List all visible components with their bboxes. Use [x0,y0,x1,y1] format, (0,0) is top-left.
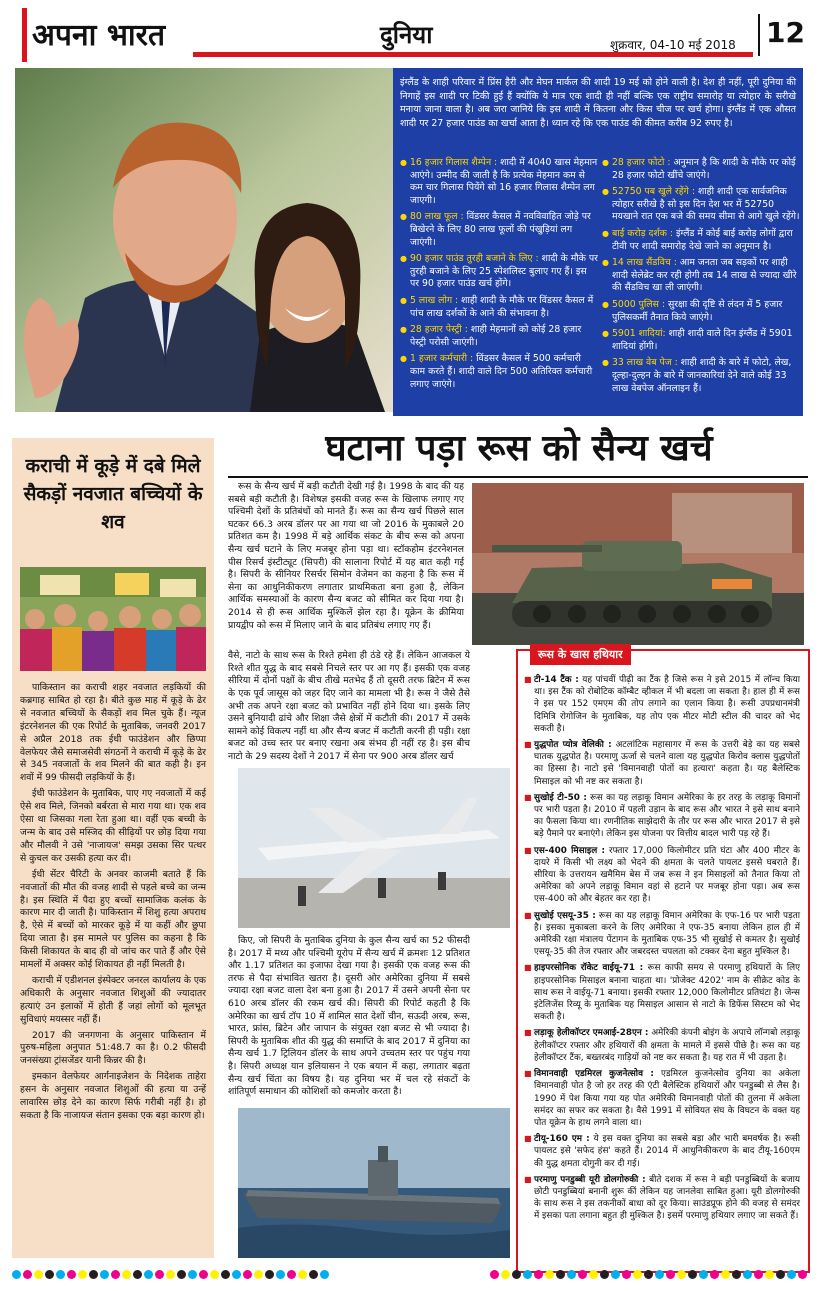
fact-item [602,157,800,182]
registration-dot [798,1270,807,1279]
registration-dot [254,1270,263,1279]
russia-headline: घटाना पड़ा रूस को सैन्य खर्च [325,428,713,469]
page-number: 12 [766,16,805,49]
section-title: दुनिया [380,21,433,49]
fact-item [400,324,598,349]
registration-dot [490,1270,499,1279]
karachi-paragraph: 2017 की जनगणना के अनुसार पाकिस्तान में पुरुष-महिला अनुपात 51:48.7 का है। 0.2 फीसदी जनसंख्या ट्रांसजेंडर यानी किन्नर की है। [20,1029,206,1067]
fact-text: शादी में 4040 खास मेहमान आएंगे। उम्मीद की जाती है कि प्रत्येक मेहमान कम से कम चार गिलास पियेंगे सो 16 हजार गिलास शैम्पेन लग जाएगी। [410,157,598,206]
registration-dot [56,1270,65,1279]
fact-text: आम जनता जब सड़कों पर शाही शादी सेलेब्रेट कर रही होगी तब 14 लाख से ज्यादा खीरे की सैंडविच खा ली जाएंगी। [612,257,797,294]
fact-key: 90 हजार पाउंड तुरही बजाने के लिए : [410,253,539,265]
registration-dot [534,1270,543,1279]
page-number-divider [758,14,760,56]
russia-body-part-3 [228,935,470,1101]
registration-dot [710,1270,719,1279]
fact-key: 5 लाख लोग : [410,294,459,306]
karachi-paragraph: कराची में एडीशनल इंस्पेक्टर जनरल कार्यालय के एक अधिकारी के अनुसार नवजात शिशुओं की ज्यादातर हत्याएं उन इलाकों में होती हैं जहां लोगों को मूलभूत सुविधाएं मयस्सर नहीं हैं। [20,974,206,1025]
registration-dot [188,1270,197,1279]
registration-dot [221,1270,230,1279]
aircraft-carrier-illustration [238,1108,510,1258]
russia-paragraph: किए, जो सिपरी के मुताबिक दुनिया के कुल सैन्य खर्च का 52 फीसदी है। 2017 में मध्य और पश्चिमी यूरोप में सैन्य खर्च में क्रमशः 12 प्रतिशत और 1.17 प्रतिशत का इजाफा देखा गया है। इसकी एक वजह रूस की तरफ से पैदा संभावित खतरा है। दूसरी ओर अमेरिका दुनिया में सबसे ज्यादा रक्षा बजट वाला देश बना हुआ है। 2017 में उसने अपनी सेना पर 610 अरब डॉलर की रकम खर्च की। सिपरी की रिपोर्ट कहती है कि अमेरिका का खर्च टॉप 10 में शामिल सात देशों चीन, सऊदी अरब, रूस, भारत, फ्रांस, ब्रिटेन और जापान के संयुक्त रक्षा बजट से भी ज्यादा है। सिपरी के मुताबिक शीत की युद्ध की समाप्ति के बाद 2017 में दुनिया का सैन्य खर्च 1.7 ट्रिलियन डॉलर के साथ अपने उच्चतम स्तर पर पहुंच गया है। सिपरी अध्यक्ष यान इलियासन ने एक बयान में कहा, लगातार बढ़ता सैन्य खर्च चिंता का विषय है। यह दुनिया भर में चल रहे संकटों के शांतिपूर्ण समाधान की कोशिशों को कमजोर करता है। [228,935,470,1098]
registration-dot [287,1270,296,1279]
karachi-paragraph: इमकान वेलफेयर आर्गनाइजेशन के निदेशक ताहेरा हसन के अनुसार नवजात शिशुओं की हत्या या उन्हें लावारिस छोड़ देने का कारण सिर्फ गरीबी नहीं है। हो सकता है कि नाजायज संतान इसका एक बड़ा कारण हो। [20,1071,206,1121]
registration-dot [589,1270,598,1279]
registration-dot [144,1270,153,1279]
fact-text: शाही शादी वाले दिन इंग्लैंड में 5901 शादियां होंगी। [612,328,793,352]
russia-paragraph: वैसे, नाटो के साथ रूस के रिश्ते हमेशा ही ठंडे रहे हैं। लेकिन आजकल ये रिश्ते शीत युद्ध के बाद सबसे निचले स्तर पर आ गए हैं। इसकी एक वजह सीरिया में दोनों पक्षों के बीच तीखे मतभेद हैं तो दूसरी तरफ ब्रिटेन में रूस के एक पूर्व जासूस को जहर दिए जाने का मामला भी है। रूस ने जैसे तैसे अभी तक अपने रक्षा बजट को प्रभावित नहीं होने दिया था। इसके लिए उसने बुनियादी ढांचे और शिक्षा जैसे क्षेत्रों में कटौती की। 2017 में उसके सामने कोई विकल्प नहीं था और सैन्य बजट में कटौती करनी ही पड़ी। रक्षा बजट को उच्च स्तर पर बनाए रखना अब संभव ही नहीं रह है। इस बीच नाटो के 29 सदस्य देशों ने 2017 में सेना पर 900 अरब डॉलर खर्च [228,650,470,762]
fact-key: हाइपरसोनिक रॉकेट वाईयू-71 : [534,963,644,974]
fact-item [602,257,800,295]
fact-item [400,295,598,320]
registration-dot [243,1270,252,1279]
registration-dot [787,1270,796,1279]
fact-key: 28 हजार फोटो : [612,157,671,168]
registration-dot [23,1270,32,1279]
registration-dot [699,1270,708,1279]
registration-dot [155,1270,164,1279]
fact-text: शाही शादी के बारे में फोटो, लेख, दूल्हा-दुल्हन के बारे में जानकारियां देने वाले कोई 33 लाख वेबपेज ऑनलाइन हैं। [612,357,792,394]
registration-dot [743,1270,752,1279]
fact-key: विमानवाही एडमिरल कुजनेत्सोव : [534,1069,654,1080]
fact-item [524,1068,800,1129]
registration-dot [122,1270,131,1279]
registration-dot [34,1270,43,1279]
royal-couple-illustration [15,68,393,412]
fact-text: शादी के मौके पर तुरही बजाने के लिए 25 स्पेशलिस्ट बुलाए गए हैं। इस पर 90 हजार पाउंड खर्च होंगे। [410,253,598,290]
fact-text: रूस का यह लड़ाकू विमान अमेरिका के हर तरह के लड़ाकू विमानों पर भारी पड़ता है। 2010 में पहली उड़ान के बाद रूस और भारत ने इसे साथ बनाने का फैसला किया था। रणनीतिक साझेदारी के तौर पर रूस और भारत 2017 से इसे बड़े पैमाने पर बनाएंगे। लेकिन इस योजना पर वित्तीय बादल भारी पड़ रहे हैं। [534,792,800,840]
fact-text: अटलांटिक महासागर में रूस के उत्तरी बेड़े का यह सबसे घातक युद्धपोत है। परमाणु ऊर्जा से चलने वाला यह युद्धपोत किरोव क्लास युद्धपोतों का हिस्सा है। नाटो इसे 'विमानवाही पोतों का हत्यारा' कहता है। यह बैलेस्टिक मिसाइल को भी नष्ट कर सकता है। [534,740,800,787]
fact-item [400,353,598,391]
fact-item [602,186,800,224]
royal-couple-photo [15,68,393,412]
fact-item [602,299,800,324]
wedding-intro-text: इंग्लैंड के शाही परिवार में प्रिंस हैरी और मेघन मार्कल की शादी 19 मई को होने वाली है। देश ही नहीं, पूरी दुनिया की निगाहें इस शादी पर टिकी हुई हैं क्योंकि ये मात्र एक शादी ही नहीं बल्कि एक राष्ट्रीय समारोह या त्योहार के सरीखे मनाया जाना वाला है। अब जरा जानिये कि इस शादी में कितना और किस चीज पर खर्च होगा। इंग्लैंड में एक औसत शादी पर 27 हजार पाउंड का खर्चा आता है। ध्यान रहे कि एक पाउंड की कीमत करीब 92 रुपए है। [400,77,796,129]
registration-dot [309,1270,318,1279]
fact-key: 1 हजार कर्मचारी : [410,353,474,365]
fact-item [602,228,800,253]
wedding-facts-left-list [400,157,598,395]
registration-dot [166,1270,175,1279]
registration-dot [67,1270,76,1279]
fact-item [524,674,800,735]
tu160-bomber-illustration [238,768,510,928]
fact-item [400,253,598,291]
registration-dot [298,1270,307,1279]
fact-item [524,962,800,1023]
fact-key: 28 हजार पेस्ट्री : [410,324,468,336]
fact-key: परमाणु पनडुब्बी यूरी डोलगोरुकी : [534,1174,646,1185]
registration-dot [776,1270,785,1279]
fact-key: 52750 पब खुले रहेंगे : [612,186,695,198]
fact-text: यह पांचवीं पीढ़ी का टैंक है जिसे रूस ने इसे 2015 में लॉन्च किया था। इस टैंक को रोबोटिक कॉम्बैट व्हीकल में भी बदला जा सकता है। हाल ही में रूस ने इस पर 152 एमएम की तोप लगाने का एलान किया है। रूसी उपप्रधानमंत्री दिमित्रि रोगोजिन के मुताबिक, यह तोप एक मीटर मोटी स्टील की चादर को भेद सकती है। [534,675,800,734]
fact-item [524,1133,800,1170]
fact-item [602,357,800,395]
wedding-facts-right-list [602,157,800,399]
fact-text: रूस काफी समय से परमाणु हथियारों के लिए हाइपरसोनिक मिसाइल बनाना चाहता था। 'प्रोजेक्ट 4202' नाम के सीक्रेट कोड के साथ रूस ने वाईयू-71 बनाया। इसकी रफ्तार 12,000 किलोमीटर प्रतिघंटा है। जेन्स इंटेलिजेंस रिव्यू के मुताबिक यह मिसाइल आसान से नाटो के डिफेंस सिस्टम को भेद सकती है। [534,963,800,1023]
fact-text: इंग्लैंड में कोई बाई करोड़ लोगों द्वारा टीवी पर शादी समारोह देखे जाने का अनुमान है। [612,227,793,252]
protest-photo [20,567,206,671]
registration-dot [644,1270,653,1279]
fact-text: सुरक्षा की दृष्टि से लंदन में 5 हजार पुलिसकर्मी तैनात किये जाएंगे। [612,298,783,323]
registration-dot [512,1270,521,1279]
registration-dot [622,1270,631,1279]
bomber-photo [238,768,510,928]
issue-date: शुक्रवार, 04-10 मई 2018 [610,38,736,52]
fact-text: बीते दशक में रूस ने बड़ी पनडुब्बियों के बजाय छोटी पनडुब्बियां बनानी शुरू कीं लेकिन यह जानलेवा साबित हुआ। यूरी डोलगोरुकी के साथ रूस ने इस तकनीकों बाधा को दूर किया। साउंडप्रूफ होने की वजह से समंदर में इसका पता लगाना बहुत ही मुश्किल है। इसमें परमाणु हथियार लगाए जा सकते हैं। [534,1174,801,1222]
fact-key: लड़ाकू हेलीकॉप्टर एमआई-28एन : [534,1028,649,1039]
registration-dot [677,1270,686,1279]
registration-dot [567,1270,576,1279]
registration-dot [320,1270,329,1279]
newspaper-logo: अपना भारत [32,18,166,53]
fact-text: अनुमान है कि शादी के मौके पर कोई 28 हजार फोटो खींचे जाएंगे। [612,157,796,181]
fact-key: बाई करोड़ दर्शक : [612,227,674,239]
fact-key: टी-14 टैंक : [534,675,579,685]
fact-key: 33 लाख वेब पेज : [612,357,678,369]
fact-item [524,910,800,959]
weapons-list [524,674,800,1227]
registration-dot [89,1270,98,1279]
fact-text: अमेरिकी कंपनी बोइंग के अपाचे लॉन्गबो लड़ाकू हेलीकॉप्टर रफ्तार और हथियारों की क्षमता के मामले में इससे पीछे है। रूस का यह हेलीकॉप्टर टैंक, बख्तरबंद गाड़ियों को नष्ट कर सकता है। यह रात में भी उड़ता है। [534,1028,800,1063]
registration-dot [501,1270,510,1279]
logo-accent-bar [22,8,27,62]
registration-dot [78,1270,87,1279]
fact-item [524,792,800,841]
registration-dot [232,1270,241,1279]
registration-dot [688,1270,697,1279]
t14-tank-illustration [472,483,804,645]
fact-item [400,157,598,207]
weapons-tag: रूस के खास हथियार [530,644,631,665]
registration-dot [545,1270,554,1279]
tank-photo [472,483,804,645]
registration-dot [721,1270,730,1279]
registration-dot [611,1270,620,1279]
fact-key: एस-400 मिसाइल : [534,845,605,856]
karachi-paragraph: पाकिस्तान का कराची शहर नवजात लड़कियों की कब्रगाह साबित हो रहा है। बीते कुछ माह में कूड़े के ढेर से नवजात बच्चियों के सैकड़ों शव मिल चुके हैं। न्यूज इंटरनेशनल की एक रिपोर्ट के मुताबिक, जनवरी 2017 से अप्रैल 2018 तक ईधी फाउंडेशन और छिप्पा वेलफेयर जैसे समाजसेवी संगठनों ने कराची में कूड़े के ढेर से 345 नवजातों के शव मिलने की बात कही है। इन शवों में 99 फीसदी लड़कियों के हैं। [20,682,206,784]
fact-key: 16 हजार गिलास शैम्पेन : [410,157,498,168]
registration-dot [199,1270,208,1279]
fact-item [524,1027,800,1064]
fact-item [524,1174,800,1223]
headline-rule [228,476,808,478]
fact-text: रूस का यह लड़ाकू विमान अमेरिका के एफ-16 पर भारी पड़ता है। इसका मुकाबला करने के लिए अमेरिका ने एफ-35 बनाया लेकिन हाल ही में अमेरिकी रक्षा मंत्रालय पेंटागन के मुताबिक एफ-35 भी सुखोई से कमतर है। सुखोई एसयू-35 की तेज रफ्तार और जबरदस्त चपलता को टक्कर देना बहुत मुश्किल है। [534,910,800,958]
karachi-headline: कराची में कूड़े में दबे मिले सैकड़ों नवजात बच्चियों के शव [23,455,203,533]
fact-text: विंडसर कैसल में नवविवाहित जोड़े पर बिखेरने के लिए 80 लाख फूलों की पंखुड़ियां लग जाएंगी। [410,211,591,248]
fact-key: 80 लाख फूल : [410,211,464,223]
registration-dot [600,1270,609,1279]
registration-dot [523,1270,532,1279]
russia-body-part-2 [228,641,470,773]
fact-item [524,845,800,906]
registration-dot [765,1270,774,1279]
fact-key: सुखोई एसयू-35 : [534,910,596,921]
fact-item [602,328,800,353]
registration-dot [12,1270,21,1279]
registration-dot [633,1270,642,1279]
registration-dot [100,1270,109,1279]
registration-dot [133,1270,142,1279]
russia-body-part-1 [228,481,464,634]
russia-paragraph: रूस के सैन्य खर्च में बड़ी कटौती देखी गई है। 1998 के बाद की यह सबसे बड़ी कटौती है। विशेषज्ञ इसकी वजह रूस के खिलाफ लगाए गए पश्चिमी देशों के प्रतिबंधों को मानते हैं। रूस का सैन्य खर्च पिछले साल घटकर 66.3 अरब डॉलर पर आ गया था जो 2016 के मुकाबले 20 प्रतिशत कम है। 1998 में बड़े आर्थिक संकट के बीच रूस को अपना सैन्य खर्च घटाने के लिए मजबूर होना पड़ा था। स्टॉकहोम इंटरनेशनल पीस रिसर्च इंस्टीट्यूट (सिपरी) की सालाना रिपोर्ट में यह बात कही गई है। सिपरी के सीनियर रिसर्चर सिमोन वेजेमन का कहना है कि रूस में सेना का आधुनिकीकरण लगातार प्राथमिकता बना हुआ है, लेकिन आर्थिक समस्याओं के कारण सैन्य बजट को सीमित कर दिया गया है। 2014 से ही रूस आर्थिक मुश्किलें झेल रहा है। यूक्रेन के क्रीमिया प्रायद्वीप को रूस में मिलाए जाने के बाद प्रतिबंध लगाए गए हैं। [228,481,464,631]
protest-crowd-illustration [20,567,206,671]
fact-key: 5000 पुलिस : [612,298,665,310]
fact-text: विंडसर कैसल में 500 कर्मचारी काम करते हैं। शादी वाले दिन 500 अतिरिक्त कर्मचारी लगाए जाएंगे। [410,353,593,390]
fact-text: ये इस वक्त दुनिया का सबसे बड़ा और भारी बमवर्षक है। रूसी पायलट इसे 'सफेद हंस' कहते हैं। 2014 में आधुनिकीकरण के बाद टीयू-160एम की युद्ध क्षमता दोगुनी कर दी गई। [534,1134,800,1169]
fact-item [524,739,800,788]
registration-dot [556,1270,565,1279]
karachi-body [20,682,206,1126]
registration-dot [655,1270,664,1279]
registration-dot [732,1270,741,1279]
fact-key: टीयू-160 एम : [534,1134,590,1145]
registration-dot [177,1270,186,1279]
fact-key: युद्धपोत प्योत्र वेलिकी : [534,740,612,751]
registration-dot [45,1270,54,1279]
fact-key: 14 लाख सैंडविच : [612,257,677,269]
fact-text: एडमिरल कुजनेत्सोव दुनिया का अकेला विमानवाही पोत है जो हर तरह की एंटी बैलेस्टिक हथियारों और पनडुब्बी से लैस है। 1990 में पेश किया गया यह पोत अमेरिकी विमानवाही पोतों की तुलना में अकेला समंदर का सफर कर सकता है। वैसे 1991 में सोवियत संघ के विघटन के वक्त यह पोत यूक्रेन के हाथ लगने वाला था। [534,1069,801,1128]
karachi-paragraph: ईधी फाउंडेशन के मुताबिक, पाए गए नवजातों में कई ऐसे शव मिले, जिनको बर्बरता से मारा गया था। एक शव ऐसा था जिसका गला रेता हुआ था। वहीं एक बच्ची के जन्म के बाद उसे मस्जिद की सीढ़ियों पर छोड़ दिया गया और मौलवी ने उसे 'नाजायज' समझ उसका सिर पत्थर से कुचल कर उसकी हत्या कर दी। [20,788,206,864]
fact-key: 5901 शादियां: [612,328,666,340]
registration-dot [754,1270,763,1279]
fact-text: शाही शादी एक सार्वजनिक त्योहार सरीखे है सो इस दिन देश भर में 52750 मयखाने रात एक बजे की समय सीमा से आगे खुले रहेंगे। [612,186,800,223]
registration-dot [666,1270,675,1279]
carrier-photo [238,1108,510,1258]
registration-dot [276,1270,285,1279]
registration-dot [265,1270,274,1279]
fact-text: शाही शादी के मौके पर विंडसर कैसल में पांच लाख दर्शकों के आने की संभावना है। [410,294,594,319]
fact-text: रफ्तार 17,000 किलोमीटर प्रति घंटा और 400 मीटर के दायरे में किसी भी लक्ष्य को भेदने की क्षमता के चलते पायलट इससे घबराते हैं। सीरिया के उत्तरायन खमैमिम बेस में जब रूस ने इन मिसाइलों को तैनात किया तो अमेरिका को अपने लड़ाकू विमान वहां से हटाने पर मजबूर होना पड़ा। अब रूस एस-400 को और बेहतर कर रहा है। [534,845,800,905]
fact-item [400,211,598,249]
fact-text: शाही मेहमानों को कोई 28 हजार पेस्ट्री परोसी जाएंगी। [410,324,582,348]
registration-dot [111,1270,120,1279]
registration-dot [578,1270,587,1279]
registration-dot [210,1270,219,1279]
fact-key: सुखोई टी-50 : [534,792,587,803]
karachi-paragraph: ईधी सेंटर चैरिटी के अनवर काजमी बताते हैं कि नवजातों की मौत की वजह शादी से पहले बच्चे का जन्म है। इस स्थिति में पैदा हुए बच्चों सामाजिक कलंक के कारण मार दी जाती है। पाकिस्तान में शिशु हत्या अपराध है, ऐसे में बच्चों को मारकर कूड़े में या कहीं और छुपा दिया जाता है। इस मामले पर पुलिस का कहना है कि किसी शिकायत के बाद ही वो जांच कर पाते हैं और ऐसे मामलों में अक्सर कोई शिकायत ही नहीं मिलती है। [20,868,206,971]
